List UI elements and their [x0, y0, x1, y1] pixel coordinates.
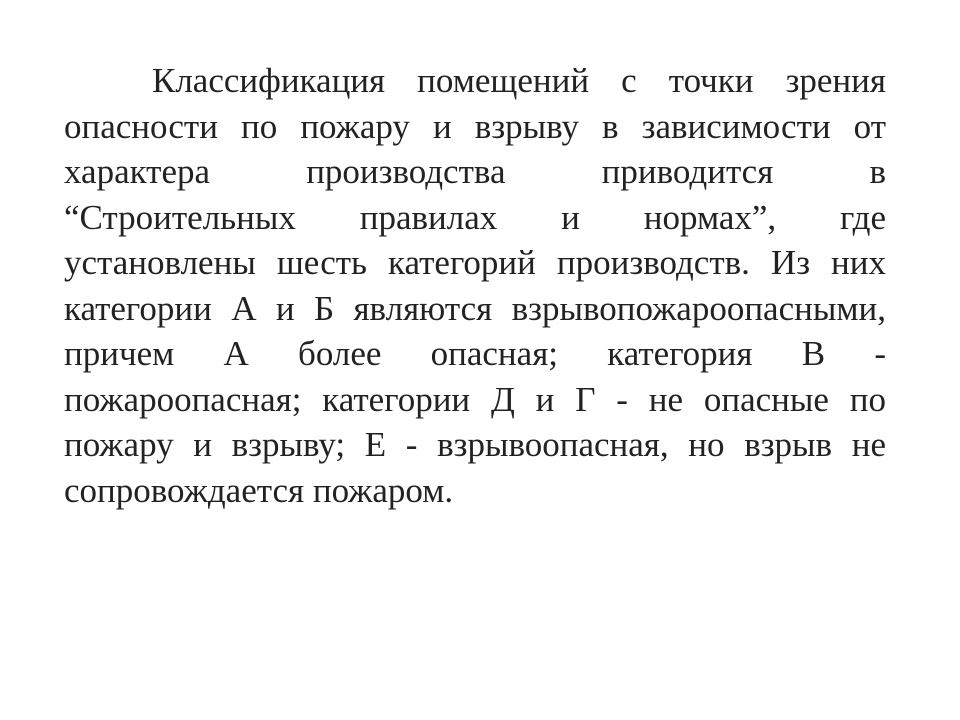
- paragraph-line-5: установлены шесть категорий производств. Из них: [64, 243, 886, 282]
- paragraph-line-4: “Строительных правилах и нормах”, где: [64, 197, 886, 237]
- paragraph-line-8: пожароопасная; категории Д и Г - не опасные по: [64, 379, 886, 419]
- paragraph-line-6: категории А и Б являются взрывопожароопасными,: [64, 288, 886, 328]
- paragraph-line-2: опасности по пожару и взрыву в зависимости от: [64, 106, 886, 146]
- paragraph-line-9: пожару и взрыву; Е - взрывоопасная, но взрыв не: [64, 425, 886, 464]
- paragraph-line-3: характера производства приводится в: [64, 152, 886, 191]
- body-paragraph: [64, 58, 886, 513]
- paragraph-line-10: сопровождается пожаром.: [64, 470, 454, 510]
- paragraph-line-1: Классификация помещений с точки зрения: [152, 61, 886, 100]
- paragraph-line-7: причем А более опасная; категория В -: [64, 334, 886, 373]
